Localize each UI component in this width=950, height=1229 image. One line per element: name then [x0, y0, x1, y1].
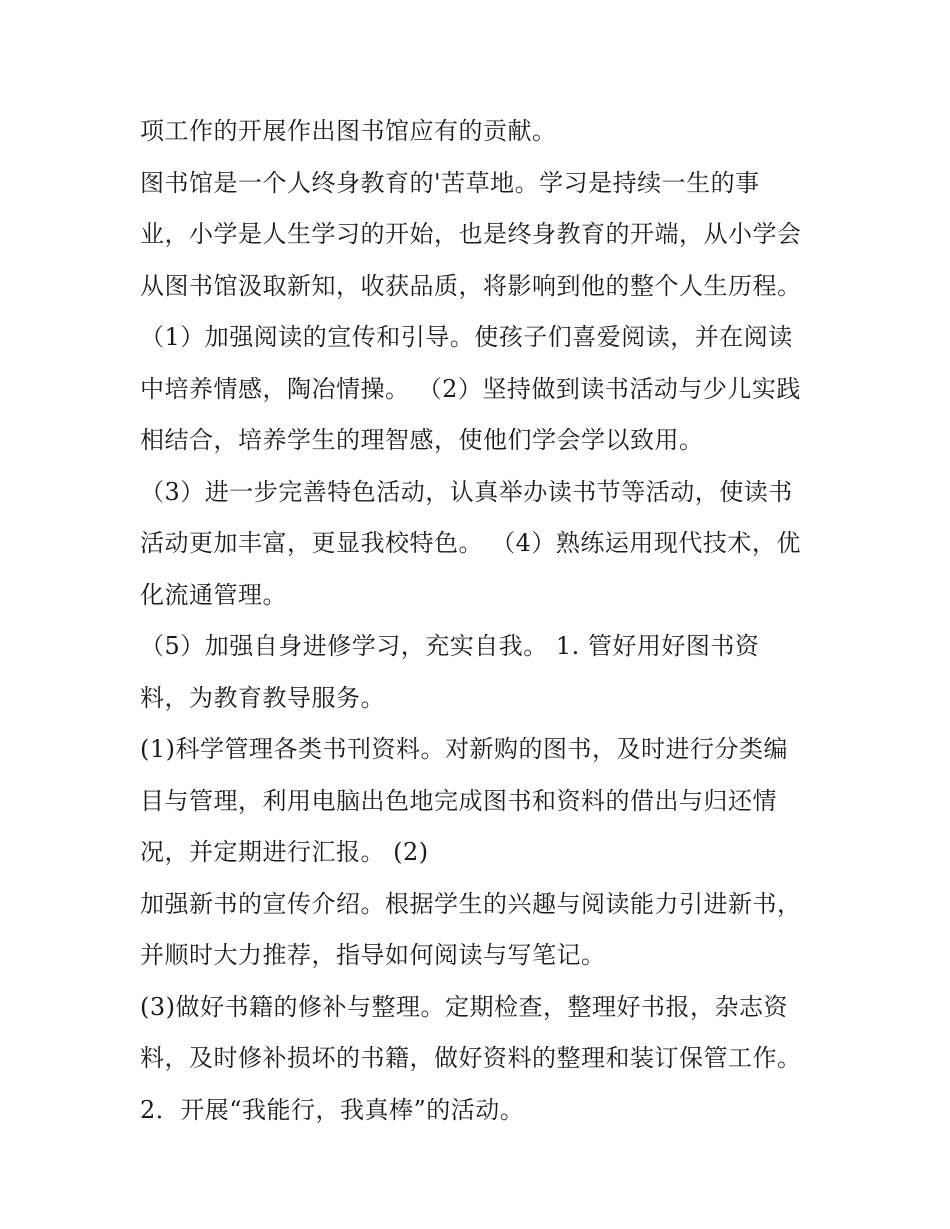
text-line: 项工作的开展作出图书馆应有的贡献。: [140, 117, 557, 145]
text-line: 2．开展“我能行，我真棒”的活动。: [140, 1095, 525, 1124]
text-line: 中培养情感，陶冶情操。 （2）坚持做到读书活动与少儿实践: [140, 374, 801, 403]
text-line: 料，及时修补损坏的书籍，做好资料的整理和装订保管工作。: [140, 1044, 802, 1072]
text-line: 业，小学是人生学习的开始，也是终身教育的开端，从小学会: [140, 220, 802, 248]
text-line: 从图书馆汲取新知，收获品质，将影响到他的整个人生历程。: [140, 271, 802, 300]
text-line: 目与管理，利用电脑出色地完成图书和资料的借出与归还情: [140, 786, 777, 815]
text-line: 料，为教育教导服务。: [140, 683, 385, 712]
text-line: 况，并定期进行汇报。 (2): [140, 838, 429, 866]
text-line: （3）进一步完善特色活动，认真举办读书节等活动，使读书: [140, 477, 793, 506]
text-line: 活动更加丰富，更显我校特色。 （4）熟练运用现代技术，优: [140, 529, 801, 557]
text-line: 并顺时大力推荐，指导如何阅读与写笔记。: [140, 941, 606, 969]
text-line: （5）加强自身进修学习，充实自我。 1. 管好用好图书资: [140, 632, 760, 660]
text-line: 图书馆是一个人终身教育的'苦草地。学习是持续一生的事: [140, 168, 760, 197]
text-line: （1）加强阅读的宣传和引导。使孩子们喜爱阅读，并在阅读: [140, 323, 793, 351]
text-line: (3)做好书籍的修补与整理。定期检查，整理好书报，杂志资: [140, 992, 788, 1021]
text-line: 加强新书的宣传介绍。根据学生的兴趣与阅读能力引进新书，: [140, 889, 802, 918]
text-line: 相结合，培养学生的理智感，使他们学会学以致用。: [140, 426, 704, 454]
text-line: 化流通管理。: [140, 580, 287, 609]
body-text: [140, 106, 820, 1136]
text-line: (1)科学管理各类书刊资料。对新购的图书，及时进行分类编: [140, 735, 788, 763]
